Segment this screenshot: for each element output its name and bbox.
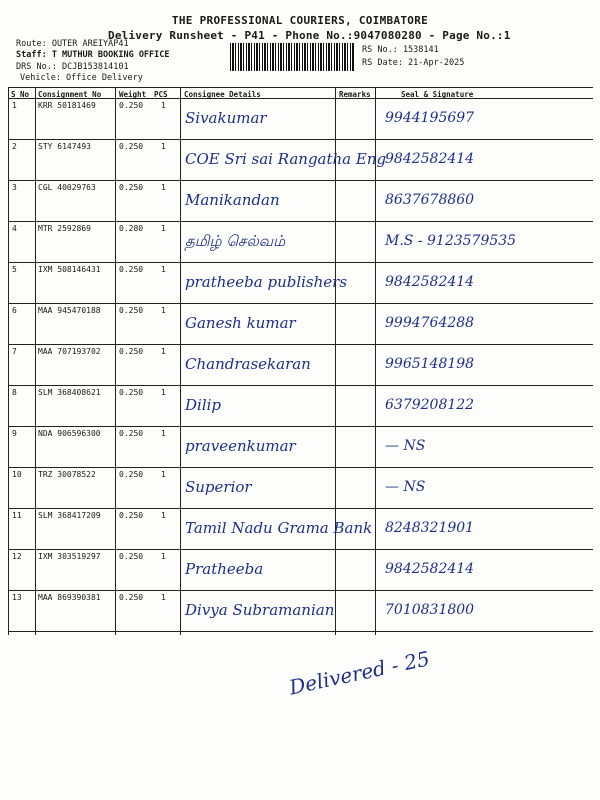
runsheet-title: THE PROFESSIONAL COURIERS, COIMBATORE bbox=[171, 14, 429, 27]
signature-handwriting: 9842582414 bbox=[385, 274, 475, 290]
signature-handwriting: 9994764288 bbox=[385, 315, 475, 331]
serial-number: 2 bbox=[12, 142, 17, 151]
row-divider bbox=[9, 590, 593, 591]
signature-handwriting: 7010831800 bbox=[385, 602, 475, 618]
column-divider bbox=[335, 87, 336, 635]
serial-number: 5 bbox=[12, 265, 17, 274]
consignee-handwriting: COE Sri sai Rangatha Eng bbox=[185, 150, 387, 168]
serial-number: 11 bbox=[12, 511, 22, 520]
header-weight: Weight bbox=[119, 90, 147, 99]
pcs-count: 1 bbox=[161, 224, 166, 233]
consignee-handwriting: praveenkumar bbox=[185, 437, 296, 455]
consignee-handwriting: Superior bbox=[185, 478, 252, 496]
header-pcs: PCS bbox=[154, 90, 168, 99]
rs-number: RS No.: 1538141 bbox=[362, 45, 439, 55]
weight-value: 0.250 bbox=[119, 183, 144, 192]
consignment-number: STY 6147493 bbox=[38, 142, 91, 151]
serial-number: 9 bbox=[12, 429, 17, 438]
weight-value: 0.250 bbox=[119, 142, 144, 151]
barcode bbox=[230, 43, 355, 71]
column-divider bbox=[180, 87, 181, 635]
staff-label: Staff: T MUTHUR BOOKING OFFICE bbox=[16, 50, 170, 60]
row-divider bbox=[9, 303, 593, 304]
signature-handwriting: 9842582414 bbox=[385, 561, 475, 577]
serial-number: 10 bbox=[12, 470, 22, 479]
weight-value: 0.250 bbox=[119, 429, 144, 438]
pcs-count: 1 bbox=[161, 552, 166, 561]
weight-value: 0.250 bbox=[119, 347, 144, 356]
signature-handwriting: 6379208122 bbox=[385, 397, 475, 413]
signature-handwriting: — NS bbox=[385, 479, 426, 495]
serial-number: 8 bbox=[12, 388, 17, 397]
pcs-count: 1 bbox=[161, 388, 166, 397]
weight-value: 0.250 bbox=[119, 552, 144, 561]
rs-date: RS Date: 21-Apr-2025 bbox=[362, 58, 465, 68]
consignee-handwriting: Manikandan bbox=[185, 191, 280, 209]
runsheet-subtitle: Delivery Runsheet - P41 - Phone No.:9047080280 - Page No.:1 bbox=[108, 29, 511, 42]
header-remarks: Remarks bbox=[339, 90, 371, 99]
pcs-count: 1 bbox=[161, 265, 166, 274]
consignment-number: IXM 303519297 bbox=[38, 552, 101, 561]
signature-handwriting: — NS bbox=[385, 438, 426, 454]
weight-value: 0.250 bbox=[119, 511, 144, 520]
pcs-count: 1 bbox=[161, 347, 166, 356]
weight-value: 0.250 bbox=[119, 306, 144, 315]
row-divider bbox=[9, 508, 593, 509]
weight-value: 0.250 bbox=[119, 101, 144, 110]
header-signature: Seal & Signature bbox=[401, 90, 474, 99]
consignment-number: TRZ 30078522 bbox=[38, 470, 96, 479]
serial-number: 3 bbox=[12, 183, 17, 192]
column-divider bbox=[375, 87, 376, 635]
pcs-count: 1 bbox=[161, 306, 166, 315]
row-divider bbox=[9, 631, 593, 632]
pcs-count: 1 bbox=[161, 470, 166, 479]
weight-value: 0.280 bbox=[119, 224, 144, 233]
pcs-count: 1 bbox=[161, 593, 166, 602]
consignee-handwriting: pratheeba publishers bbox=[185, 273, 348, 291]
signature-handwriting: M.S - 9123579535 bbox=[385, 233, 517, 249]
header-sno: S No bbox=[11, 90, 30, 99]
signature-handwriting: 9965148198 bbox=[385, 356, 475, 372]
signature-handwriting: 9842582414 bbox=[385, 151, 475, 167]
serial-number: 7 bbox=[12, 347, 17, 356]
serial-number: 6 bbox=[12, 306, 17, 315]
consignee-handwriting: Chandrasekaran bbox=[185, 355, 311, 373]
serial-number: 12 bbox=[12, 552, 22, 561]
row-divider bbox=[9, 262, 593, 263]
consignment-number: CGL 40029763 bbox=[38, 183, 96, 192]
route-label: Route: OUTER AREIYAP41 bbox=[16, 39, 129, 49]
drs-number: DRS No.: DCJB153814101 bbox=[16, 62, 129, 72]
row-divider bbox=[9, 426, 593, 427]
weight-value: 0.250 bbox=[119, 265, 144, 274]
consignment-number: MAA 945470188 bbox=[38, 306, 101, 315]
header-consignee: Consignee Details bbox=[184, 90, 261, 99]
row-divider bbox=[9, 549, 593, 550]
vehicle-label: Vehicle: Office Delivery bbox=[20, 73, 143, 83]
pcs-count: 1 bbox=[161, 429, 166, 438]
runsheet-table bbox=[8, 87, 593, 635]
consignee-handwriting: Dilip bbox=[185, 396, 222, 414]
signature-handwriting: 9944195697 bbox=[385, 110, 475, 126]
pcs-count: 1 bbox=[161, 511, 166, 520]
weight-value: 0.250 bbox=[119, 470, 144, 479]
consignee-handwriting: Tamil Nadu Grama Bank bbox=[185, 519, 373, 537]
consignment-number: IXM 508146431 bbox=[38, 265, 101, 274]
signature-handwriting: 8248321901 bbox=[385, 520, 475, 536]
header-consignment: Consignment No bbox=[38, 90, 102, 99]
serial-number: 4 bbox=[12, 224, 17, 233]
signature-handwriting: 8637678860 bbox=[385, 192, 475, 208]
consignee-handwriting: Ganesh kumar bbox=[185, 314, 296, 332]
consignee-handwriting: தமிழ் செல்வம் bbox=[185, 232, 286, 250]
consignee-handwriting: Sivakumar bbox=[185, 109, 267, 127]
consignment-number: SLM 368417209 bbox=[38, 511, 101, 520]
pcs-count: 1 bbox=[161, 142, 166, 151]
serial-number: 13 bbox=[12, 593, 22, 602]
consignment-number: KRR 50181469 bbox=[38, 101, 96, 110]
delivered-note: Delivered - 25 bbox=[287, 646, 432, 700]
weight-value: 0.250 bbox=[119, 593, 144, 602]
consignment-number: MAA 707193702 bbox=[38, 347, 101, 356]
consignment-number: SLM 368408621 bbox=[38, 388, 101, 397]
row-divider bbox=[9, 467, 593, 468]
table-border bbox=[9, 87, 593, 88]
row-divider bbox=[9, 385, 593, 386]
row-divider bbox=[9, 221, 593, 222]
row-divider bbox=[9, 180, 593, 181]
consignment-number: NDA 906596300 bbox=[38, 429, 101, 438]
pcs-count: 1 bbox=[161, 183, 166, 192]
serial-number: 1 bbox=[12, 101, 17, 110]
row-divider bbox=[9, 344, 593, 345]
consignee-handwriting: Divya Subramanian bbox=[185, 601, 335, 619]
column-divider bbox=[35, 87, 36, 635]
consignment-number: MTR 2592869 bbox=[38, 224, 91, 233]
consignment-number: MAA 869390381 bbox=[38, 593, 101, 602]
row-divider bbox=[9, 139, 593, 140]
consignee-handwriting: Pratheeba bbox=[185, 560, 264, 578]
weight-value: 0.250 bbox=[119, 388, 144, 397]
column-divider bbox=[115, 87, 116, 635]
pcs-count: 1 bbox=[161, 101, 166, 110]
